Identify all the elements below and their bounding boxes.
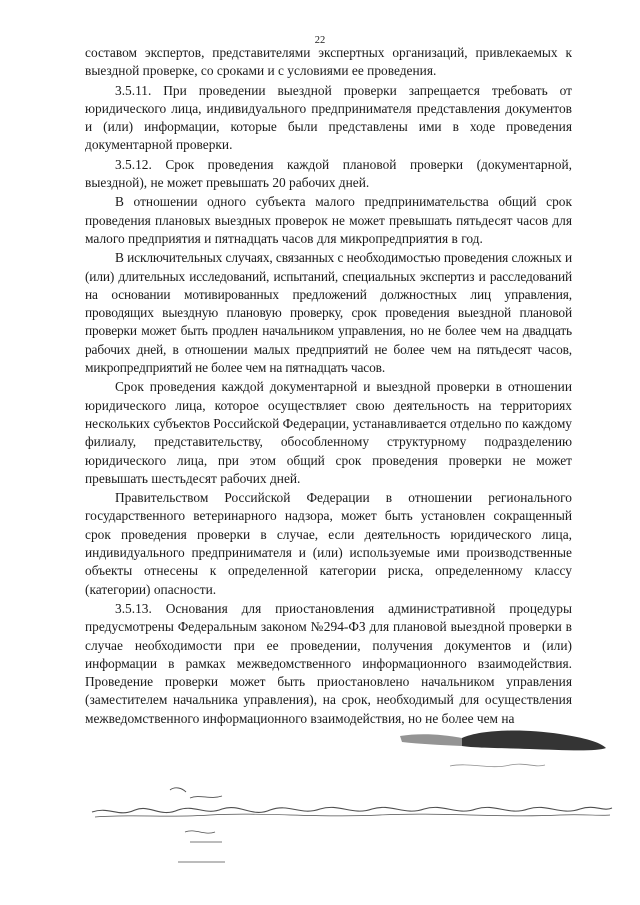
redacted-text-overlay (450, 764, 545, 767)
paragraph-small-business-limit: В отношении одного субъекта малого предпринимательства общий срок проведения плановых выездных проверок не может превышать пятьдесят часов для малого предприятия и пятнадцать часов для микропредприятия в год. (85, 194, 572, 246)
paragraph-government-reduced-term: Правительством Российской Федерации в отношении регионального государственного ветеринарного надзора, может быть установлен сокращенный срок проведения проверки в случае, если деятельность юридического лица, индивидуального предпринимателя и (или) используемые ими производственные объекты отнесены к определенной категории риска, определенному классу (категории) опасности. (85, 490, 572, 597)
document-body (85, 44, 572, 728)
redaction-smear (400, 731, 606, 751)
paragraph-exceptional-cases: В исключительных случаях, связанных с необходимостью проведения сложных и (или) длительных исследований, испытаний, специальных экспертиз и расследований на основании мотивированных предложений должностных лиц управления, проводящих выездную плановую проверку, срок проведения выездной плановой проверки может быть продлен начальником управления, но не более чем на двадцать рабочих дней, в отношении малых предприятий не более чем на пятьдесят часов, микропредприятий не более чем на пятнадцать часов. (85, 250, 572, 376)
paragraph-3-5-13: 3.5.13. Основания для приостановления административной процедуры предусмотрены Федеральным законом №294-ФЗ для плановой выездной проверки в случае необходимости при ее проведении, получения документов и (или) информации в рамках межведомственного информационного взаимодействия. Проведение проверки может быть приостановлено начальником управления (заместителем начальника управления), на срок, необходимый для осуществления межведомственного информационного взаимодействия, но не более чем на (85, 600, 572, 726)
illegible-handwriting-line (92, 788, 612, 862)
paragraph-multiple-regions: Срок проведения каждой документарной и выездной проверки в отношении юридического лица, которое осуществляет свою деятельность на территориях нескольких субъектов Российской Федерации, устанавливается отдельно по каждому филиалу, представительству, обособленному структурному подразделению юридического лица, при этом общий срок проведения проверки не может превышать шестьдесят рабочих дней. (85, 379, 572, 486)
page-number: 22 (314, 35, 326, 46)
paragraph-3-5-11: 3.5.11. При проведении выездной проверки запрещается требовать от юридического лица, индивидуального предпринимателя представления документов и (или) информации, которые были представлены ими в ходе проведения документарной проверки. (85, 82, 572, 153)
paragraph-continuation: составом экспертов, представителями экспертных организаций, привлекаемых к выездной проверке, со сроками и с условиями ее проведения. (85, 45, 572, 79)
paragraph-3-5-12: 3.5.12. Срок проведения каждой плановой проверки (документарной, выездной), не может превышать 20 рабочих дней. (85, 156, 572, 191)
